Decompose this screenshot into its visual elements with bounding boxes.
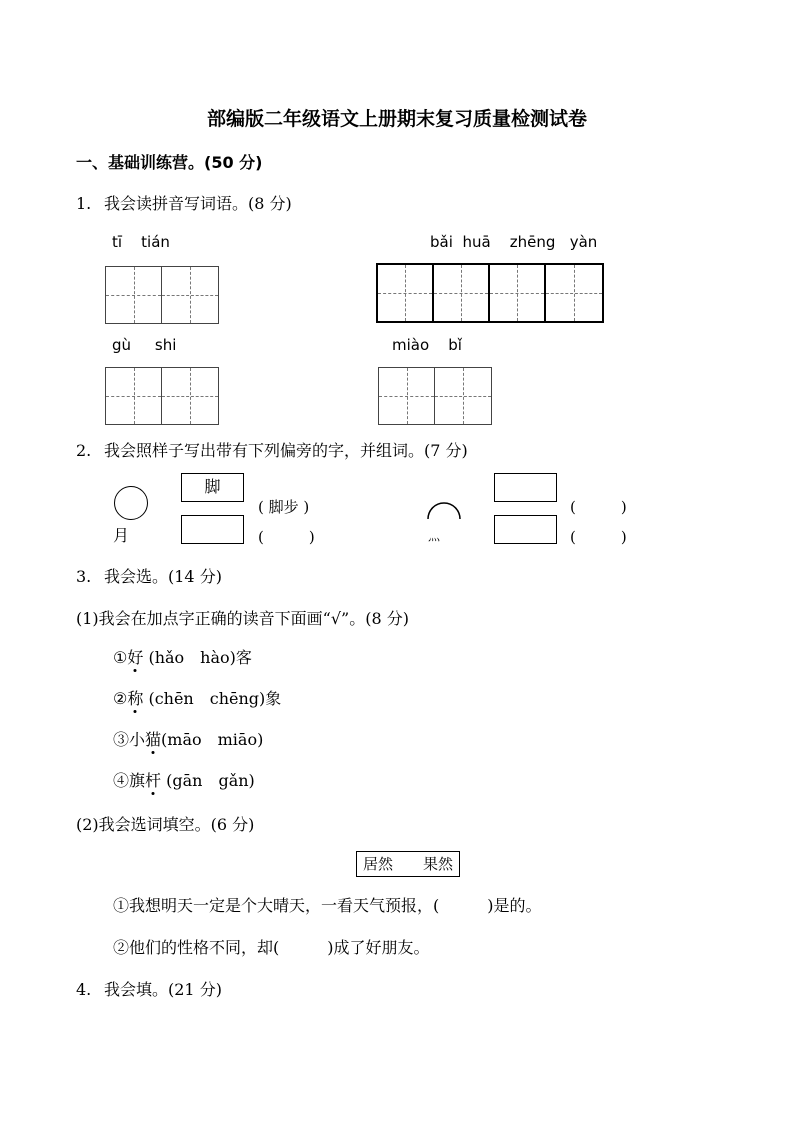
answer-box[interactable] xyxy=(494,473,557,502)
answer-paren[interactable]: ( ) xyxy=(570,498,627,516)
question-number: 1. xyxy=(76,194,92,213)
example-word: ( 脚步 ) xyxy=(258,498,310,516)
question-2: 2. 我会照样子写出带有下列偏旁的字，并组词。(7 分) xyxy=(76,441,468,460)
pinyin-2: bǎi huā zhēng yàn xyxy=(430,233,598,251)
question-1 xyxy=(76,191,292,214)
sub-question-2: (2)我会选词填空。(6 分) xyxy=(76,815,255,834)
section-heading: 一、基础训练营。(50 分) xyxy=(76,153,263,172)
answer-paren[interactable]: ( ) xyxy=(570,528,627,546)
circle-icon xyxy=(114,486,148,520)
radical-1: 月 xyxy=(113,526,130,545)
fill-sentence-1[interactable]: ①我想明天一定是个大晴天，一看天气预报，( )是的。 xyxy=(113,896,542,915)
reading-item[interactable]: ④旗杆 (gān gǎn) xyxy=(113,768,255,791)
arch-icon xyxy=(426,497,462,521)
question-4: 4. 我会填。(21 分) xyxy=(76,980,222,999)
question-text: 我会读拼音写词语。(8 分) xyxy=(104,194,292,213)
answer-box[interactable] xyxy=(494,515,557,544)
writing-grid-1[interactable] xyxy=(105,266,219,324)
reading-item[interactable]: ③小猫(māo miāo) xyxy=(113,727,263,750)
page-title: 部编版二年级语文上册期末复习质量检测试卷 xyxy=(206,108,587,130)
writing-grid-4[interactable] xyxy=(378,367,492,425)
reading-item[interactable]: ②称 (chēn chēng)象 xyxy=(113,686,281,709)
word-choices: 居然 果然 xyxy=(356,851,460,877)
pinyin-4: miào bǐ xyxy=(392,336,462,354)
pinyin-1: tī tián xyxy=(112,233,170,251)
example-char-box: 脚 xyxy=(181,473,244,502)
fill-sentence-2[interactable]: ②他们的性格不同，却( )成了好朋友。 xyxy=(113,938,430,957)
sub-question-1: (1)我会在加点字正确的读音下面画“√”。(8 分) xyxy=(76,609,409,628)
question-3: 3. 我会选。(14 分) xyxy=(76,567,222,586)
radical-2: 灬 xyxy=(428,529,441,543)
writing-grid-3[interactable] xyxy=(105,367,219,425)
answer-paren[interactable]: ( ) xyxy=(258,528,315,546)
reading-item[interactable]: ①好 (hǎo hào)客 xyxy=(113,645,252,668)
pinyin-3: gù shi xyxy=(112,336,177,354)
answer-box[interactable] xyxy=(181,515,244,544)
writing-grid-2[interactable] xyxy=(376,263,604,323)
